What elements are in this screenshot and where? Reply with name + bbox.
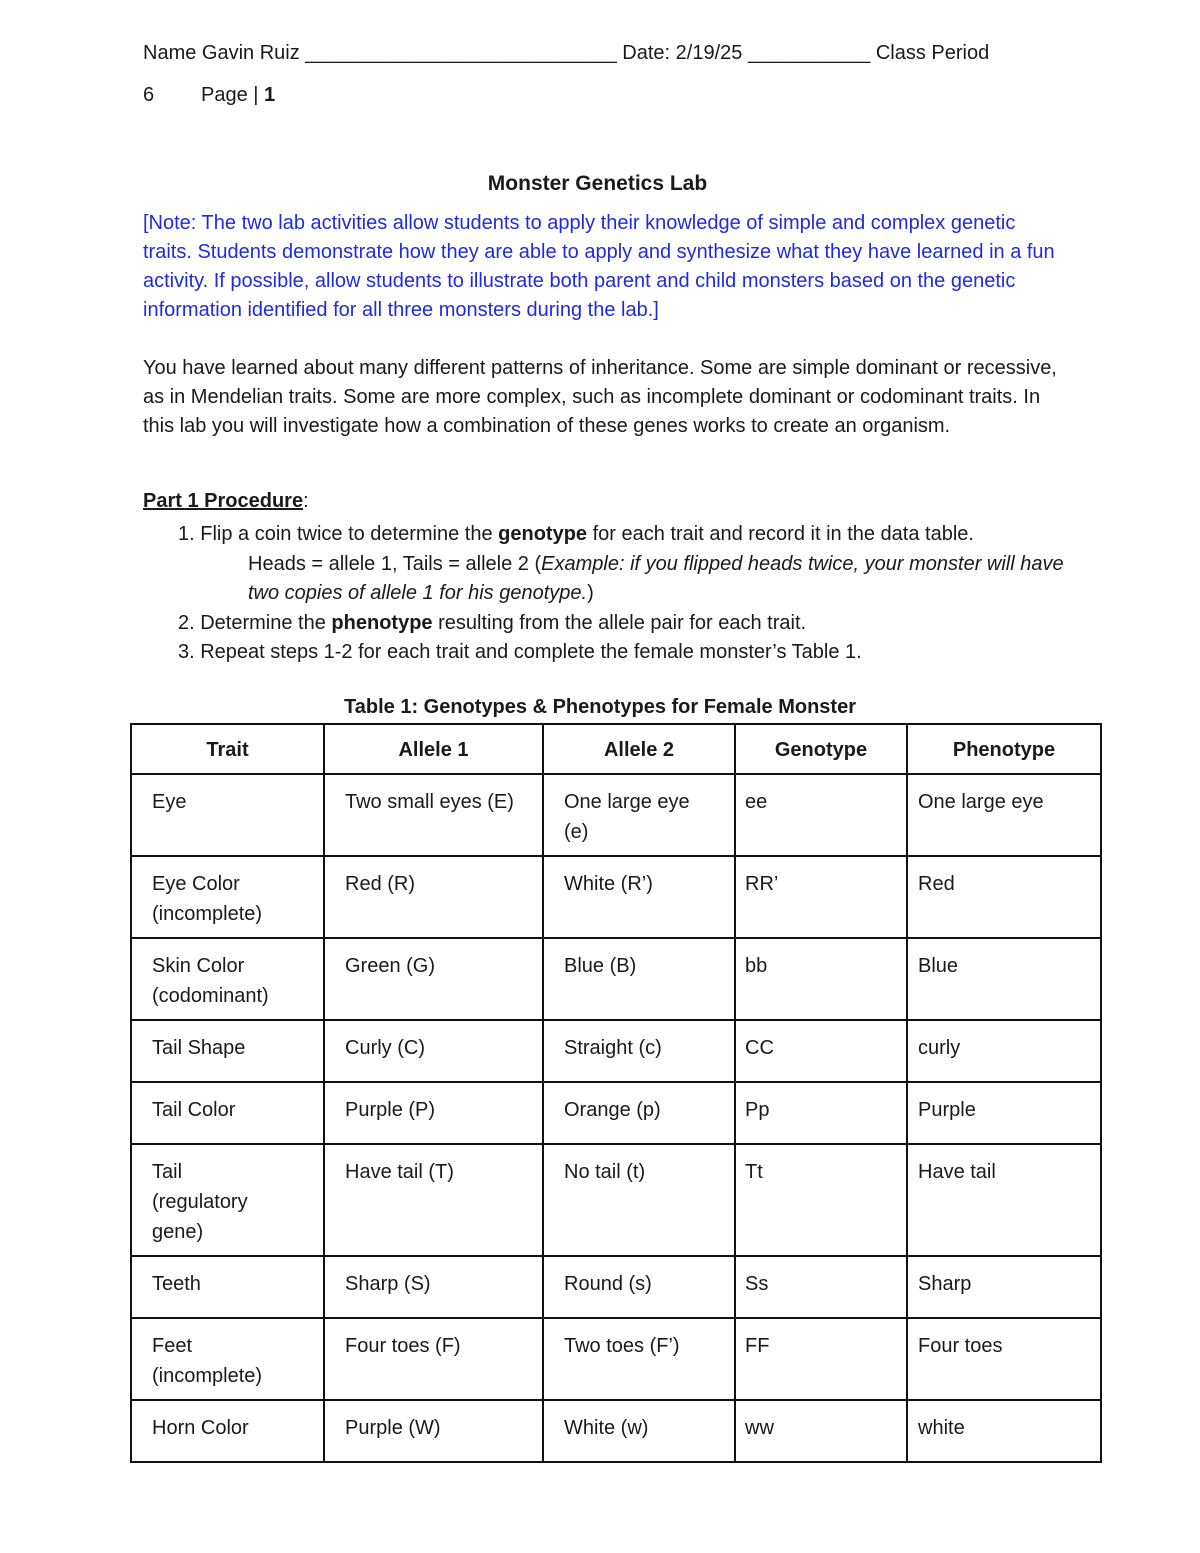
trait-name: Eye Color — [152, 873, 240, 895]
table-row — [131, 856, 1101, 938]
procedure-steps — [178, 520, 1078, 668]
table-header-row — [131, 724, 1101, 774]
step-2-text-end: resulting from the allele pair for each trait. — [432, 611, 807, 634]
step-2-text: 2. Determine the — [178, 611, 332, 634]
phenotype-cell: Blue — [907, 938, 1101, 1020]
trait-cell — [131, 938, 324, 1020]
intro-paragraph: You have learned about many different patterns of inheritance. Some are simple dominant or recessive, as in Mendelian traits. Some are more complex, such as incomplete dominant or codominant traits. In this lab you will investigate how a combination of these genes works to create an organism. — [143, 357, 1057, 437]
teacher-note: [Note: The two lab activities allow students to apply their knowledge of simple and complex genetic traits. Students demonstrate how they are able to apply and synthesize what they have learned in a fun activity. If possible, allow students to illustrate both parent and child monsters based on the genetic information identified for all three monsters during the lab.] — [143, 212, 1055, 321]
page-number: 1 — [264, 84, 276, 106]
allele-1-cell: Purple (W) — [324, 1400, 543, 1462]
procedure-heading-text: Part 1 Procedure — [143, 490, 304, 512]
step-2-keyword: phenotype — [331, 611, 433, 634]
trait-cell — [131, 856, 324, 938]
document-title: Monster Genetics Lab — [487, 172, 708, 195]
allele-1-cell: Curly (C) — [324, 1020, 543, 1082]
allele-2-cell: Orange (p) — [543, 1082, 735, 1144]
table-row — [131, 938, 1101, 1020]
trait-name: Horn Color — [152, 1417, 249, 1439]
phenotype-cell: Sharp — [907, 1256, 1101, 1318]
trait-subtype: (codominant) — [152, 985, 269, 1007]
phenotype-cell: white — [907, 1400, 1101, 1462]
trait-cell — [131, 1318, 324, 1400]
step-1-detail-text: Heads = allele 1, Tails = allele 2 ( — [248, 552, 542, 575]
allele-2-cell: Blue (B) — [543, 938, 735, 1020]
phenotype-cell: curly — [907, 1020, 1101, 1082]
trait-cell — [131, 1144, 324, 1256]
genotype-table — [130, 723, 1102, 1463]
allele-2-cell: Round (s) — [543, 1256, 735, 1318]
header-trait: Trait — [131, 724, 324, 774]
trait-subtype: (incomplete) — [152, 1365, 263, 1387]
step-3: 3. Repeat steps 1-2 for each trait and complete the female monster’s Table 1. — [178, 641, 862, 663]
trait-name: Skin Color — [152, 955, 245, 977]
trait-subtype: (incomplete) — [152, 903, 263, 925]
trait-cell — [131, 1400, 324, 1462]
step-2 — [178, 609, 1078, 639]
table-caption: Table 1: Genotypes & Phenotypes for Female Monster — [344, 696, 856, 718]
phenotype-cell: Four toes — [907, 1318, 1101, 1400]
trait-name: Tail — [152, 1161, 183, 1183]
table-row — [131, 1020, 1101, 1082]
table-row — [131, 1400, 1101, 1462]
trait-name: Tail Shape — [152, 1037, 246, 1059]
genotype-cell: CC — [735, 1020, 907, 1082]
genotype-cell: ee — [735, 774, 907, 856]
date-field: Date: 2/19/25 ___________ — [622, 42, 871, 64]
phenotype-cell: One large eye — [907, 774, 1101, 856]
header-genotype: Genotype — [735, 724, 907, 774]
allele-1-cell: Green (G) — [324, 938, 543, 1020]
trait-cell — [131, 1020, 324, 1082]
allele-1-cell: Have tail (T) — [324, 1144, 543, 1256]
page-label: Page | — [201, 84, 259, 106]
step-1 — [178, 520, 1078, 550]
genotype-cell: Ss — [735, 1256, 907, 1318]
procedure-heading — [143, 490, 309, 513]
step-1-text-end: for each trait and record it in the data table. — [587, 523, 974, 545]
allele-1-cell: Two small eyes (E) — [324, 774, 543, 856]
trait-cell — [131, 774, 324, 856]
trait-name: Tail Color — [152, 1099, 236, 1121]
genotype-cell: bb — [735, 938, 907, 1020]
step-1-example: Example: if you flipped heads twice, your monster will have two copies of allele 1 for his genotype. — [248, 552, 1064, 604]
allele-1-cell: Four toes (F) — [324, 1318, 543, 1400]
trait-subtype: (regulatory gene) — [152, 1191, 248, 1243]
trait-name: Eye — [152, 791, 187, 813]
trait-name: Feet — [152, 1335, 193, 1357]
genotype-cell: ww — [735, 1400, 907, 1462]
table-row — [131, 1144, 1101, 1256]
allele-2-cell: White (w) — [543, 1400, 735, 1462]
table-row — [131, 1318, 1101, 1400]
name-field: Name Gavin Ruiz ____________________________ — [143, 42, 617, 64]
table-row — [131, 1256, 1101, 1318]
allele-1-cell: Sharp (S) — [324, 1256, 543, 1318]
phenotype-cell: Purple — [907, 1082, 1101, 1144]
allele-1-cell: Red (R) — [324, 856, 543, 938]
header-phenotype: Phenotype — [907, 724, 1101, 774]
class-period-number: 6 — [143, 84, 155, 106]
genotype-cell: Tt — [735, 1144, 907, 1256]
genotype-cell: RR’ — [735, 856, 907, 938]
allele-1-cell: Purple (P) — [324, 1082, 543, 1144]
allele-2-cell: One large eye (e) — [543, 774, 735, 856]
header-allele-1: Allele 1 — [324, 724, 543, 774]
genotype-cell: Pp — [735, 1082, 907, 1144]
procedure-heading-colon: : — [303, 490, 309, 512]
trait-cell — [131, 1256, 324, 1318]
allele-2-cell: No tail (t) — [543, 1144, 735, 1256]
table-row — [131, 774, 1101, 856]
header-allele-2: Allele 2 — [543, 724, 735, 774]
step-1-detail — [178, 550, 1078, 609]
phenotype-cell: Have tail — [907, 1144, 1101, 1256]
class-period-label: Class Period — [875, 42, 990, 64]
step-1-keyword: genotype — [498, 523, 588, 545]
phenotype-cell: Red — [907, 856, 1101, 938]
allele-2-cell: Two toes (F’) — [543, 1318, 735, 1400]
allele-2-cell: White (R’) — [543, 856, 735, 938]
allele-2-cell: Straight (c) — [543, 1020, 735, 1082]
step-1-text: 1. Flip a coin twice to determine the — [178, 523, 499, 545]
genotype-cell: FF — [735, 1318, 907, 1400]
table-row — [131, 1082, 1101, 1144]
trait-cell — [131, 1082, 324, 1144]
page-header-line2 — [143, 84, 275, 107]
trait-name: Teeth — [152, 1273, 201, 1295]
step-1-detail-close: ) — [587, 582, 594, 604]
page-header — [143, 42, 989, 65]
